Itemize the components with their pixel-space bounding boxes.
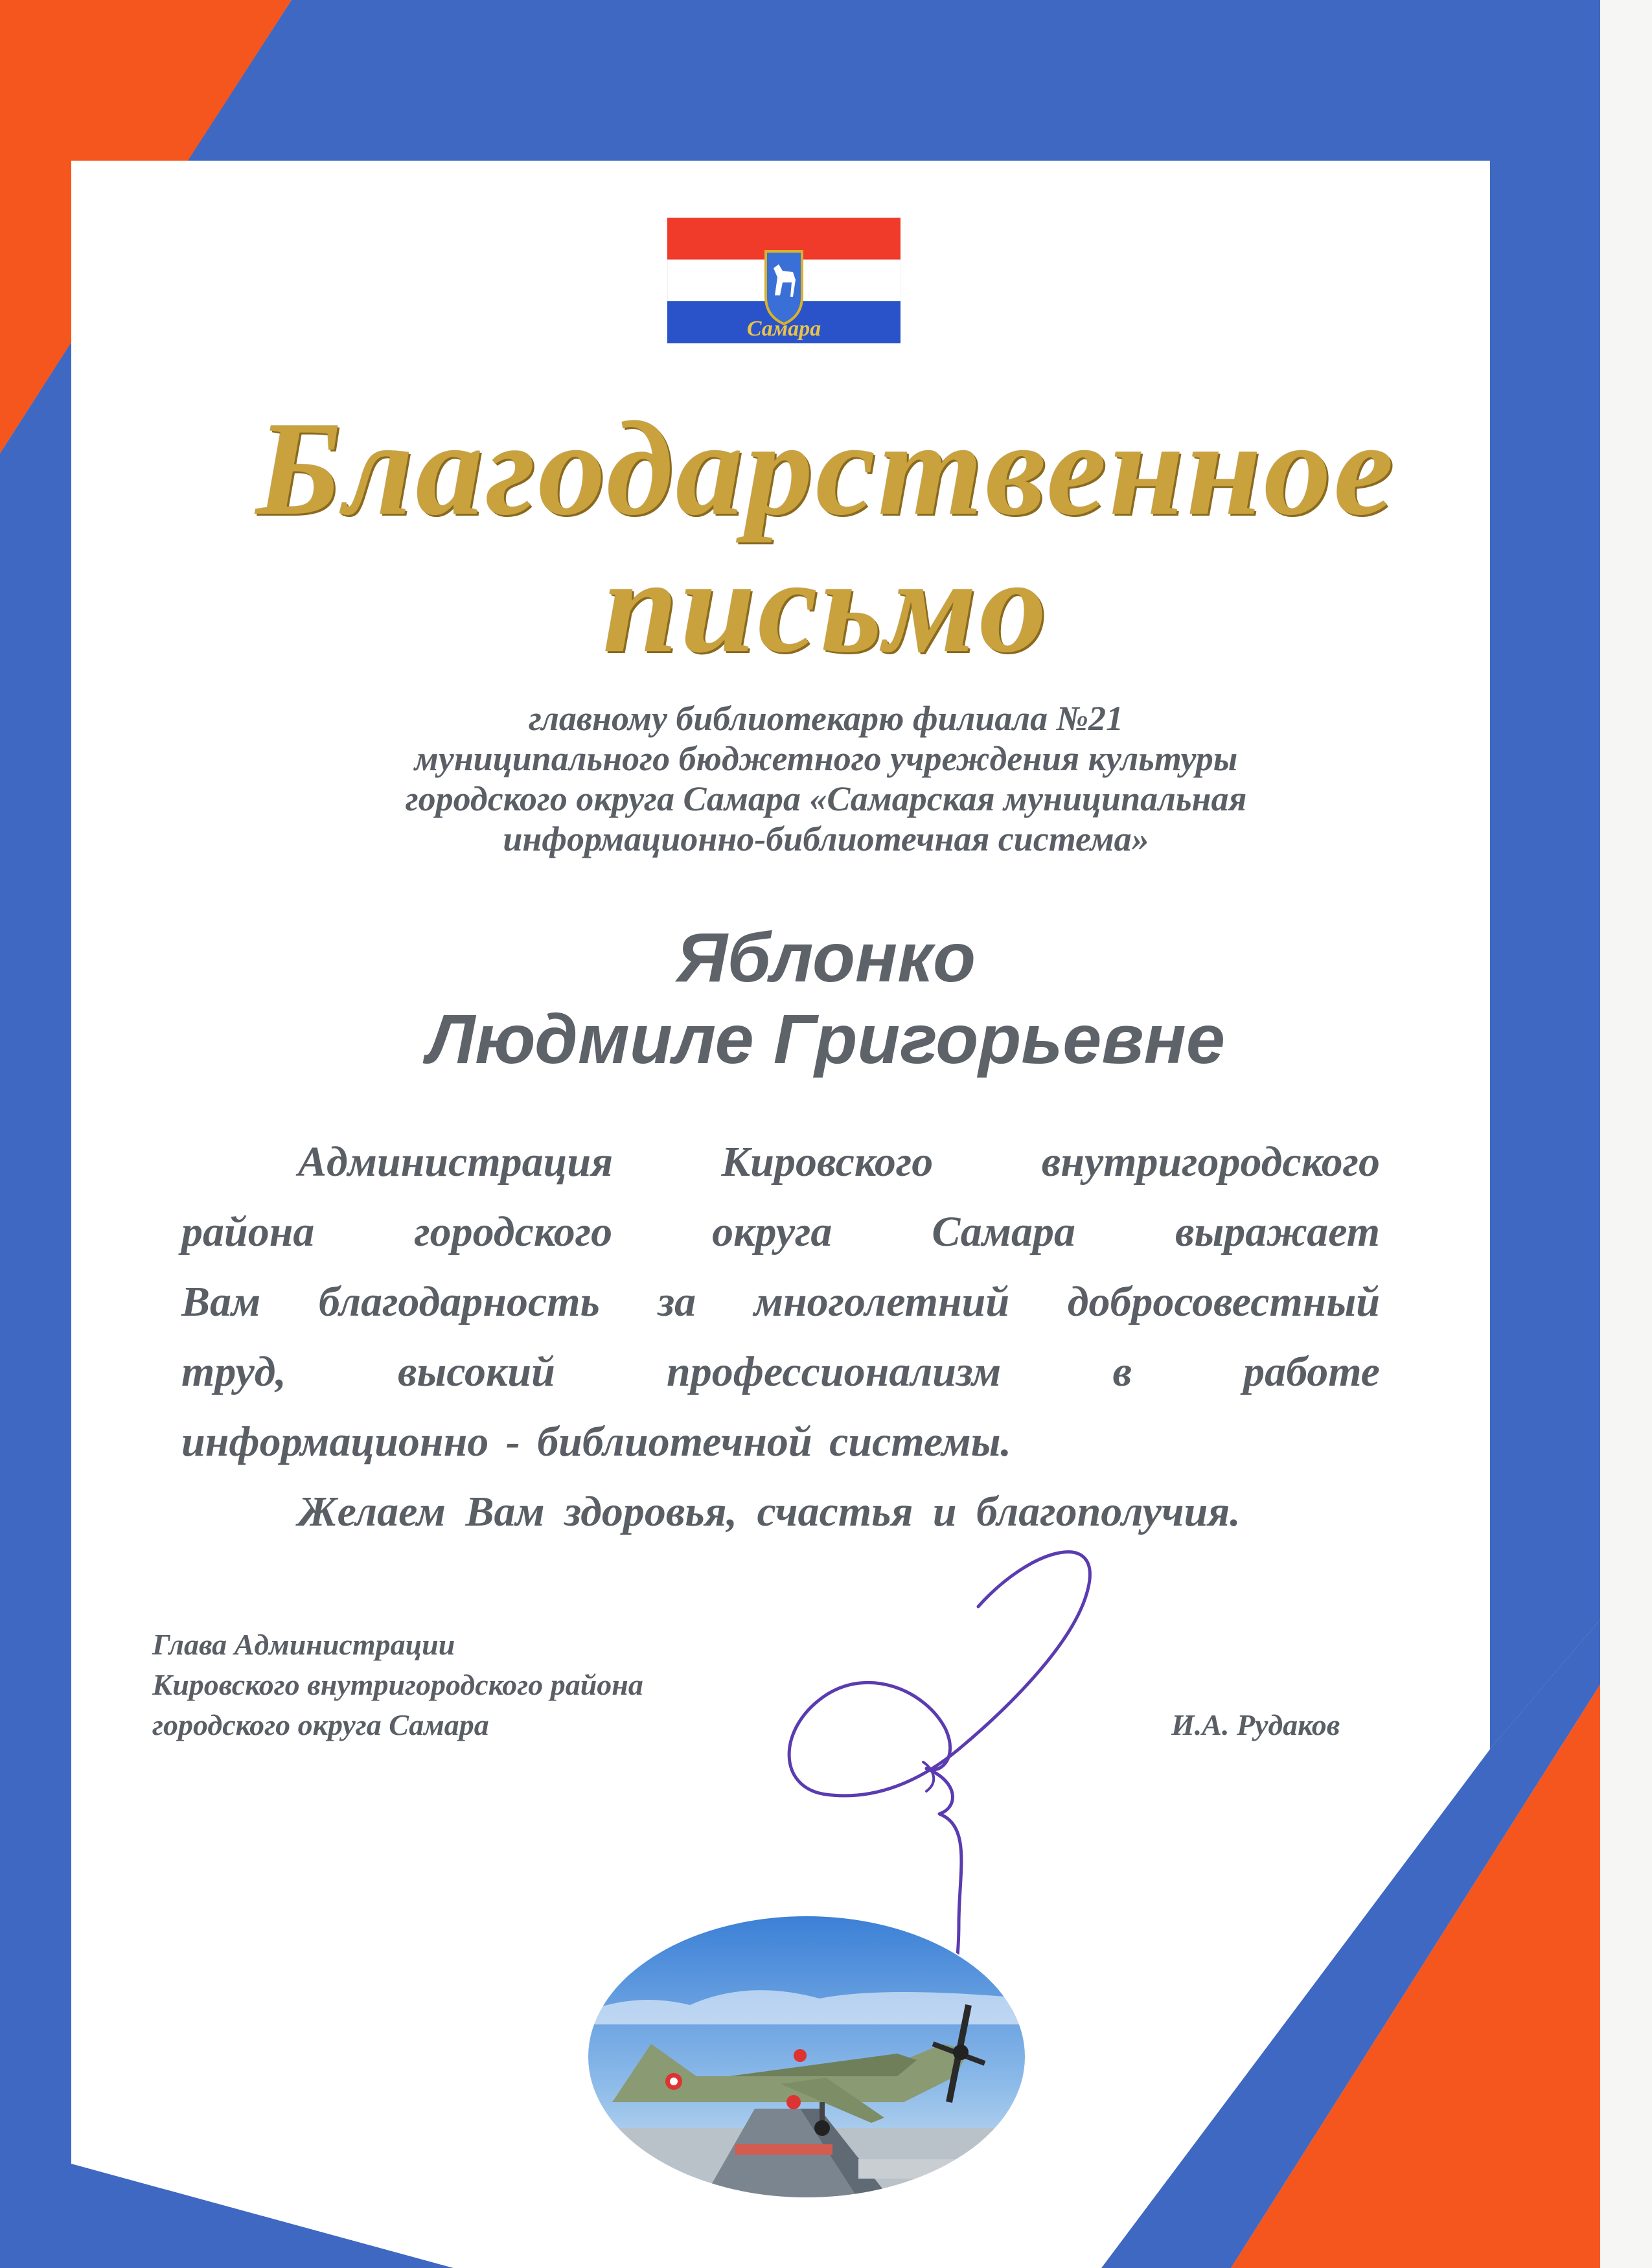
body-word: многолетний <box>753 1278 1010 1325</box>
body-text <box>181 1127 1380 1547</box>
body-word: труд, <box>181 1348 286 1395</box>
body-line <box>181 1407 1380 1477</box>
body-word: в <box>1112 1348 1132 1395</box>
body-word: благодарность <box>318 1278 600 1325</box>
title-line-2: письмо <box>602 531 1050 680</box>
body-word: добросовестный <box>1067 1278 1380 1325</box>
signatory-title <box>152 1625 643 1745</box>
body-word: профессионализм <box>667 1348 1002 1395</box>
recipient-position <box>0 698 1652 859</box>
recipient-position-line: муниципального бюджетного учреждения культуры <box>414 739 1238 778</box>
wishes-text: Желаем Вам здоровья, счастья и благополучия. <box>298 1488 1241 1535</box>
body-word: высокий <box>398 1348 555 1395</box>
body-line <box>181 1267 1380 1337</box>
emblem-label: Самара <box>746 317 821 341</box>
signatory-title-line: Глава Администрации <box>152 1628 455 1661</box>
signatory-title-line: Кировского внутригородского района <box>152 1668 643 1701</box>
body-word: Кировского <box>721 1138 934 1186</box>
body-word: района <box>181 1208 315 1255</box>
body-word: Администрация <box>298 1138 614 1186</box>
body-word: за <box>658 1278 696 1325</box>
recipient-given-name: Людмиле Григорьевне <box>427 1000 1225 1078</box>
body-line <box>181 1197 1380 1267</box>
recipient-position-line: городского округа Самара «Самарская муниципальная <box>405 779 1247 818</box>
coat-of-arms-icon <box>766 251 802 324</box>
samara-flag-icon <box>667 218 901 343</box>
recipient-surname: Яблонко <box>676 918 976 996</box>
signatory-title-line: городского округа Самара <box>152 1708 489 1741</box>
body-word: Вам <box>181 1278 261 1325</box>
title-line-1: Благодарственное <box>255 394 1397 543</box>
body-word: выражает <box>1175 1208 1380 1255</box>
signatory-name: И.А. Рудаков <box>1171 1708 1340 1741</box>
aircraft-monument-photo <box>586 1914 1027 2199</box>
body-word: Самара <box>932 1208 1075 1255</box>
recipient-position-line: главному библиотекарю филиала №21 <box>528 699 1124 738</box>
body-word: внутригородского <box>1041 1138 1380 1186</box>
body-word: округа <box>712 1208 832 1255</box>
body-line <box>181 1337 1380 1407</box>
body-word: городского <box>414 1208 613 1255</box>
body-word: информационно - библиотечной системы. <box>181 1418 1012 1465</box>
recipient-position-line: информационно-библиотечная система» <box>503 819 1149 858</box>
body-word: работе <box>1243 1348 1380 1395</box>
body-line <box>181 1127 1380 1197</box>
